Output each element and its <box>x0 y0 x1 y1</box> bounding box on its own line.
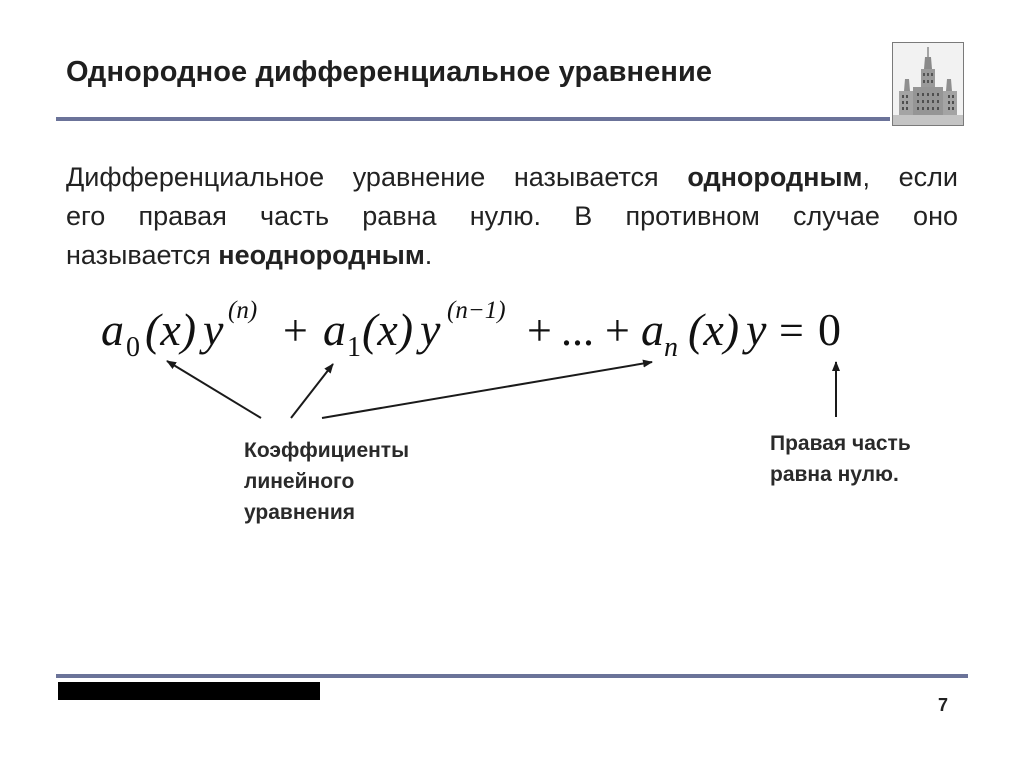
paragraph-line-2: его правая часть равна нулю. В противном случае оно <box>66 201 958 231</box>
formula-y2: y <box>420 304 441 355</box>
redacted-footer-bar <box>58 682 320 700</box>
formula-plus-2: + <box>527 306 552 355</box>
formula-sub-1: 1 <box>347 332 361 363</box>
term-homogeneous: однородным <box>687 162 863 192</box>
coefficients-label <box>244 435 409 528</box>
formula-x2: (x) <box>362 304 414 355</box>
coefficients-label-line: уравнения <box>244 501 356 524</box>
paragraph-text: Дифференциальное уравнение называется <box>66 162 688 192</box>
coefficients-label-line: Коэффициенты <box>244 439 410 462</box>
term-nonhomogeneous: неоднородным <box>218 240 425 270</box>
formula-sup-n-minus-1: (n−1) <box>447 297 506 324</box>
paragraph-text: . <box>424 240 433 270</box>
formula-plus-1: + <box>283 306 308 355</box>
arrow-to-a1 <box>291 364 333 418</box>
formula-plus-3: + <box>605 306 630 355</box>
rhs-label-line: равна нулю. <box>770 463 899 486</box>
arrow-to-an <box>322 362 652 418</box>
arrow-to-a0 <box>167 361 261 418</box>
page-number: 7 <box>938 695 949 715</box>
slide-title: Однородное дифференциальное уравнение <box>66 56 713 88</box>
formula-sub-0: 0 <box>126 332 140 363</box>
rhs-label <box>770 428 911 490</box>
rhs-label-line: Правая часть <box>770 432 911 455</box>
footer-divider <box>56 674 968 678</box>
formula-sup-n: (n) <box>228 297 258 324</box>
formula-ellipsis: ... <box>561 306 594 355</box>
formula-x1: (x) <box>145 304 197 355</box>
formula-y1: y <box>203 304 224 355</box>
paragraph-text: , если <box>862 162 958 192</box>
paragraph-text: называется <box>66 240 219 270</box>
coefficients-label-line: линейного <box>244 470 355 493</box>
formula-y3: y <box>746 304 767 355</box>
formula-equals: = <box>779 306 804 355</box>
formula-an: a <box>641 304 664 355</box>
formula-sub-n: n <box>664 332 678 363</box>
formula-rhs-zero: 0 <box>818 304 841 355</box>
formula-a1: a <box>323 304 346 355</box>
formula-x3: (x) <box>688 304 740 355</box>
formula-a0: a <box>101 304 124 355</box>
